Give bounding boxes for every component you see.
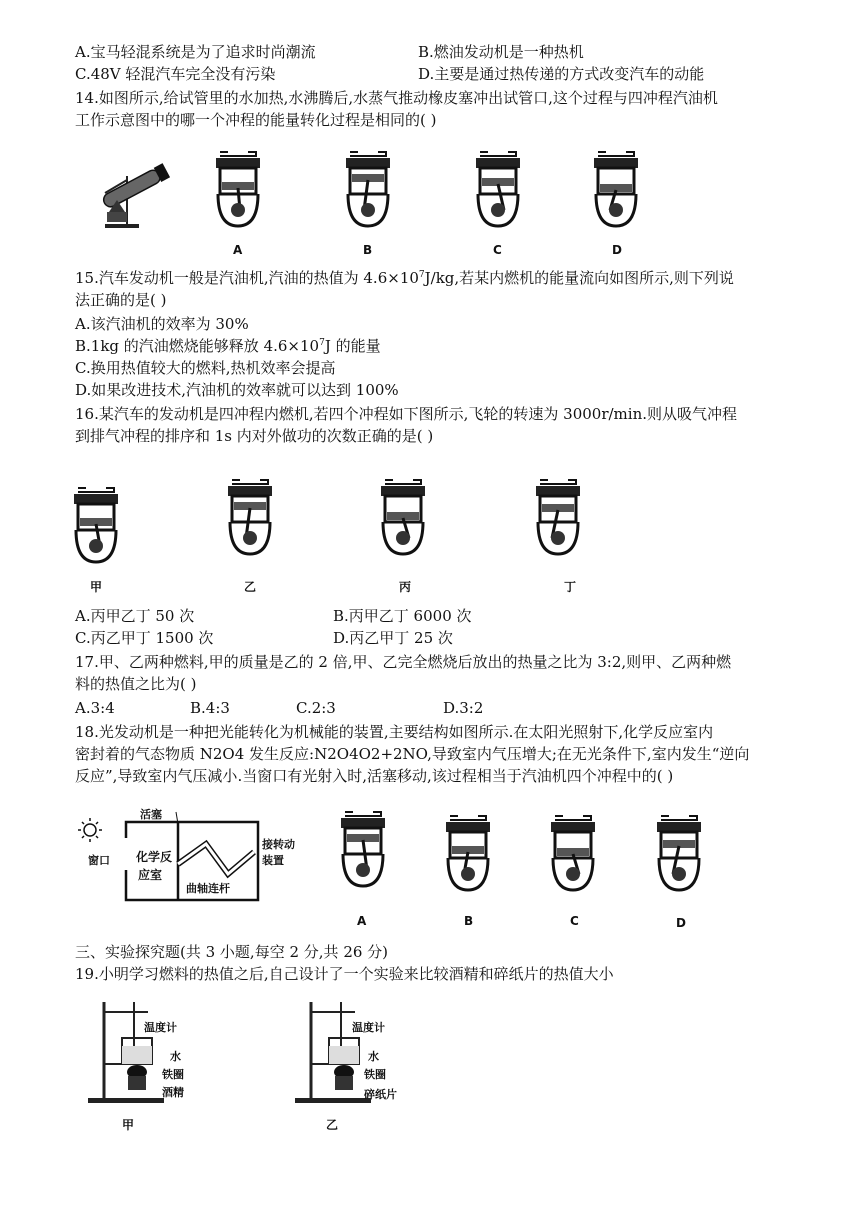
q16-stem-line1: 16.某汽车的发动机是四冲程内燃机,若四个冲程如下图所示,飞轮的转速为 3000r/min.则从吸气冲程 xyxy=(75,405,738,423)
engine-diagram-yi xyxy=(222,476,278,558)
section-3-title: 三、实验探究题(共 3 小题,每空 2 分,共 26 分) xyxy=(75,943,389,961)
engine-label-a: A xyxy=(233,243,243,257)
q14-stem-line1: 14.如图所示,给试管里的水加热,水沸腾后,水蒸气推动橡皮塞冲出试管口,这个过程与四冲程汽油机 xyxy=(75,89,718,107)
q18-stem-line3: 反应”,导致室内气压减小.当窗口有光射入时,活塞移动,该过程相当于汽油机四个冲程中的( ) xyxy=(75,767,674,785)
q15-option-b: B.1kg 的汽油燃烧能够释放 $4.6\times 10^7J$ 的能量 xyxy=(75,337,381,355)
q15-option-d: D.如果改进技术,汽油机的效率就可以达到 100% xyxy=(75,381,399,399)
q18-engine-diagram-d xyxy=(651,812,707,894)
q16-option-b: B.丙甲乙丁 6000 次 xyxy=(333,607,472,625)
q17-option-c: C.2:3 xyxy=(296,699,336,717)
q18-engine-diagram-c xyxy=(545,812,601,894)
q19-stem-line1: 19.小明学习燃料的热值之后,自己设计了一个实验来比较酒精和碎纸片的热值大小 xyxy=(75,965,614,983)
q17-stem-line2: 料的热值之比为( ) xyxy=(75,675,197,693)
q13-option-c: C.48V 轻混汽车完全没有污染 xyxy=(75,65,276,83)
apparatus-jia-water-label: 水 xyxy=(170,1050,181,1063)
apparatus-yi-water-label: 水 xyxy=(368,1050,379,1063)
test-tube-heating-figure xyxy=(95,148,185,234)
q16-option-a: A.丙甲乙丁 50 次 xyxy=(75,607,195,625)
q18-engine-label-d: D xyxy=(676,916,686,930)
apparatus-jia-thermometer-label: 温度计 xyxy=(144,1021,177,1034)
q13-option-d: D.主要是通过热传递的方式改变汽车的动能 xyxy=(418,65,705,83)
q16-option-c: C.丙乙甲丁 1500 次 xyxy=(75,629,214,647)
q18-stem-line2: 密封着的气态物质 N2O4 发生反应:N2O4O2+2NO,导致室内气压增大;在无光条件下,室内发生“逆向 xyxy=(75,745,750,763)
light-engine-device-label-2: 装置 xyxy=(262,854,284,867)
apparatus-yi-thermometer-label: 温度计 xyxy=(352,1021,385,1034)
q17-stem-line1: 17.甲、乙两种燃料,甲的质量是乙的 2 倍,甲、乙完全燃烧后放出的热量之比为 3:2,则甲、乙两种燃 xyxy=(75,653,732,671)
q17-option-b: B.4:3 xyxy=(190,699,230,717)
apparatus-yi-figure xyxy=(285,998,425,1112)
q18-engine-diagram-b xyxy=(440,812,496,894)
engine-label-ding: 丁 xyxy=(564,580,577,594)
q13-option-b: B.燃油发动机是一种热机 xyxy=(418,43,584,61)
q13-option-a: A.宝马轻混系统是为了追求时尚潮流 xyxy=(75,43,316,61)
q15-stem-line2: 法正确的是( ) xyxy=(75,291,167,309)
engine-diagram-c xyxy=(470,148,526,230)
engine-label-d: D xyxy=(612,243,622,257)
engine-label-jia: 甲 xyxy=(90,580,103,594)
q17-option-d: D.3:2 xyxy=(443,699,484,717)
light-engine-crank-label: 曲轴连杆 xyxy=(186,882,230,895)
engine-diagram-d xyxy=(588,148,644,230)
engine-diagram-a xyxy=(210,148,266,230)
engine-diagram-jia xyxy=(68,484,124,566)
q15-stem-line1: 15.汽车发动机一般是汽油机,汽油的热值为 $4.6\times 10^7J/kg$,若某内燃机的能量流向如图所示,则下列说 xyxy=(75,269,734,287)
engine-label-c: C xyxy=(493,243,502,257)
engine-label-yi: 乙 xyxy=(244,580,257,594)
q15-option-c: C.换用热值较大的燃料,热机效率会提高 xyxy=(75,359,336,377)
q15-option-a: A.该汽油机的效率为 30% xyxy=(75,315,249,333)
apparatus-yi-label: 乙 xyxy=(326,1118,339,1132)
q18-engine-label-a: A xyxy=(357,914,367,928)
apparatus-yi-iron-ring-label: 铁圈 xyxy=(364,1068,386,1081)
q16-stem-line2: 到排气冲程的排序和 1s 内对外做功的次数正确的是( ) xyxy=(75,427,434,445)
engine-diagram-b xyxy=(340,148,396,230)
q18-stem-line1: 18.光发动机是一种把光能转化为机械能的装置,主要结构如图所示.在太阳光照射下,化学反应室内 xyxy=(75,723,714,741)
light-engine-chamber-label-1: 化学反 xyxy=(136,850,173,864)
engine-diagram-bing xyxy=(375,476,431,558)
engine-label-bing: 丙 xyxy=(399,580,412,594)
q18-engine-diagram-a xyxy=(335,808,391,890)
q18-engine-label-c: C xyxy=(570,914,579,928)
q17-option-a: A.3:4 xyxy=(75,699,115,717)
apparatus-yi-paper-label: 碎纸片 xyxy=(364,1088,397,1101)
engine-diagram-ding xyxy=(530,476,586,558)
q16-option-d: D.丙乙甲丁 25 次 xyxy=(333,629,453,647)
apparatus-jia-alcohol-label: 酒精 xyxy=(162,1086,184,1099)
q14-stem-line2: 工作示意图中的哪一个冲程的能量转化过程是相同的( ) xyxy=(75,111,437,129)
apparatus-jia-iron-ring-label: 铁圈 xyxy=(162,1068,184,1081)
light-engine-piston-label: 活塞 xyxy=(140,808,162,821)
q18-engine-label-b: B xyxy=(464,914,474,928)
light-engine-device-label-1: 接转动 xyxy=(262,838,295,851)
apparatus-jia-figure xyxy=(78,998,218,1112)
light-engine-chamber-label-2: 应室 xyxy=(138,868,163,882)
apparatus-jia-label: 甲 xyxy=(122,1118,135,1132)
engine-label-b: B xyxy=(363,243,373,257)
light-engine-window-label: 窗口 xyxy=(88,854,110,867)
